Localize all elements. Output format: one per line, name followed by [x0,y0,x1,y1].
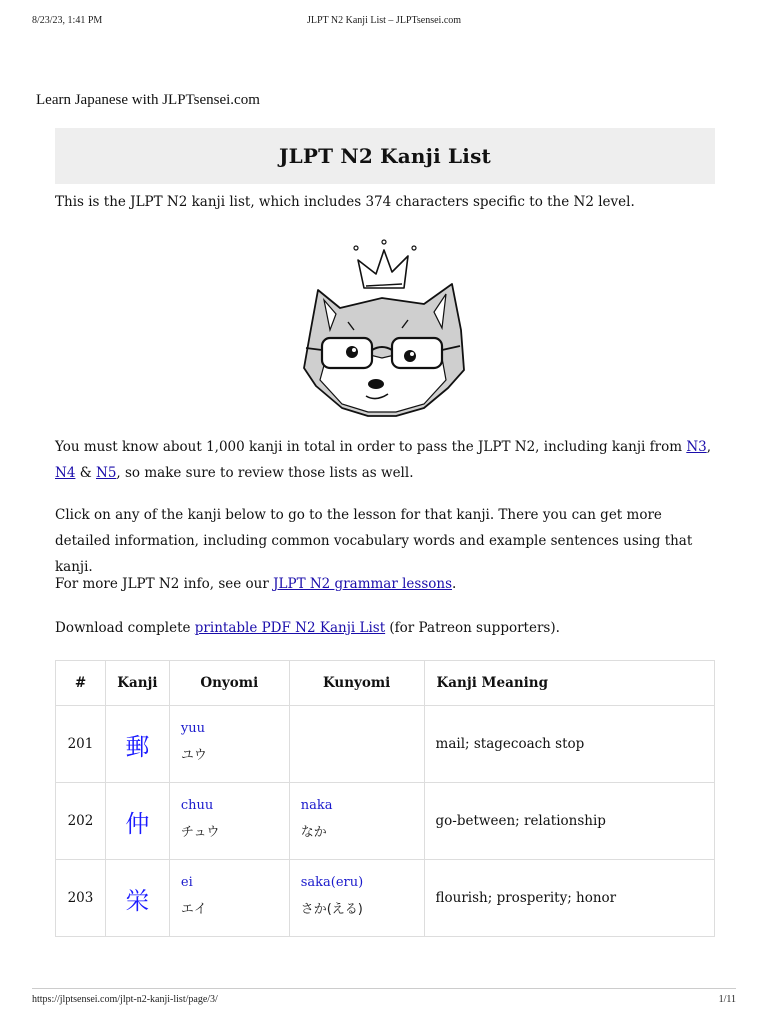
wolf-sensei-mascot-icon [296,238,471,423]
footer-divider [32,988,736,989]
site-name[interactable]: Learn Japanese with JLPTsensei.com [36,92,260,108]
onyomi-cell [169,706,289,783]
print-date: 8/23/23, 1:41 PM [32,15,103,26]
kunyomi-romaji[interactable]: saka(eru) [300,875,364,890]
n4-link[interactable]: N4 [55,465,76,481]
kunyomi-cell [289,706,424,783]
table-row [56,706,715,783]
table-row [56,783,715,860]
header-kunyomi: Kunyomi [289,661,424,706]
onyomi-cell [169,860,289,937]
onyomi-cell [169,783,289,860]
onyomi-kana: エイ [180,902,207,917]
row-number: 201 [56,706,106,783]
row-number: 202 [56,783,106,860]
meaning-cell: flourish; prosperity; honor [424,860,714,937]
n2-grammar-link[interactable]: JLPT N2 grammar lessons [273,576,453,592]
para4-text-after: (for Patreon supporters). [385,620,560,636]
onyomi-kana: ユウ [180,748,207,763]
onyomi-kana: チュウ [180,825,220,840]
para3-text-after: . [452,576,457,592]
kanji-link[interactable]: 仲 [105,783,169,860]
kunyomi-cell [289,783,424,860]
para1-sep1: , [706,439,712,455]
kanji-link[interactable]: 栄 [105,860,169,937]
kanji-link[interactable]: 郵 [105,706,169,783]
page-title-box [55,128,715,184]
intro-text: This is the JLPT N2 kanji list, which includes 374 characters specific to the N2 level. [55,194,635,210]
meaning-cell: mail; stagecoach stop [424,706,714,783]
kanji-table [55,660,715,937]
para1-text-before: You must know about 1,000 kanji in total in order to pass the JLPT N2, including kanji from [55,439,687,455]
para1-sep2: & [75,465,97,481]
header-kanji: Kanji [105,661,169,706]
onyomi-romaji[interactable]: chuu [180,798,214,813]
grammar-info-text [55,571,715,597]
kunyomi-kana: なか [300,825,327,840]
meaning-cell: go-between; relationship [424,783,714,860]
header-meaning: Kanji Meaning [424,661,714,706]
header-onyomi: Onyomi [169,661,289,706]
para1-text-after: , so make sure to review those lists as well. [116,465,414,481]
page-title: JLPT N2 Kanji List [278,144,491,168]
n3-link[interactable]: N3 [686,439,707,455]
table-row [56,860,715,937]
para3-text-before: For more JLPT N2 info, see our [55,576,274,592]
onyomi-romaji[interactable]: yuu [180,721,205,736]
print-title: JLPT N2 Kanji List – JLPTsensei.com [306,15,462,26]
download-pdf-text [55,615,715,641]
kunyomi-romaji[interactable]: naka [300,798,333,813]
print-header [32,15,736,31]
pdf-kanji-list-link[interactable]: printable PDF N2 Kanji List [194,620,386,636]
row-number: 203 [56,860,106,937]
page-number: 1/11 [718,994,736,1005]
click-kanji-text: Click on any of the kanji below to go to the lesson for that kanji. There you can get more detailed information, including common vocabulary words and example sentences using that kanji. [55,507,693,575]
header-number: # [56,661,106,706]
table-header-row [56,661,715,706]
kunyomi-kana: さか(える) [300,902,363,917]
para4-text-before: Download complete [55,620,195,636]
print-url: https://jlptsensei.com/jlpt-n2-kanji-list/page/3/ [32,994,218,1005]
onyomi-romaji[interactable]: ei [180,875,193,890]
kanji-total-text [55,434,715,486]
n5-link[interactable]: N5 [96,465,117,481]
kunyomi-cell [289,860,424,937]
